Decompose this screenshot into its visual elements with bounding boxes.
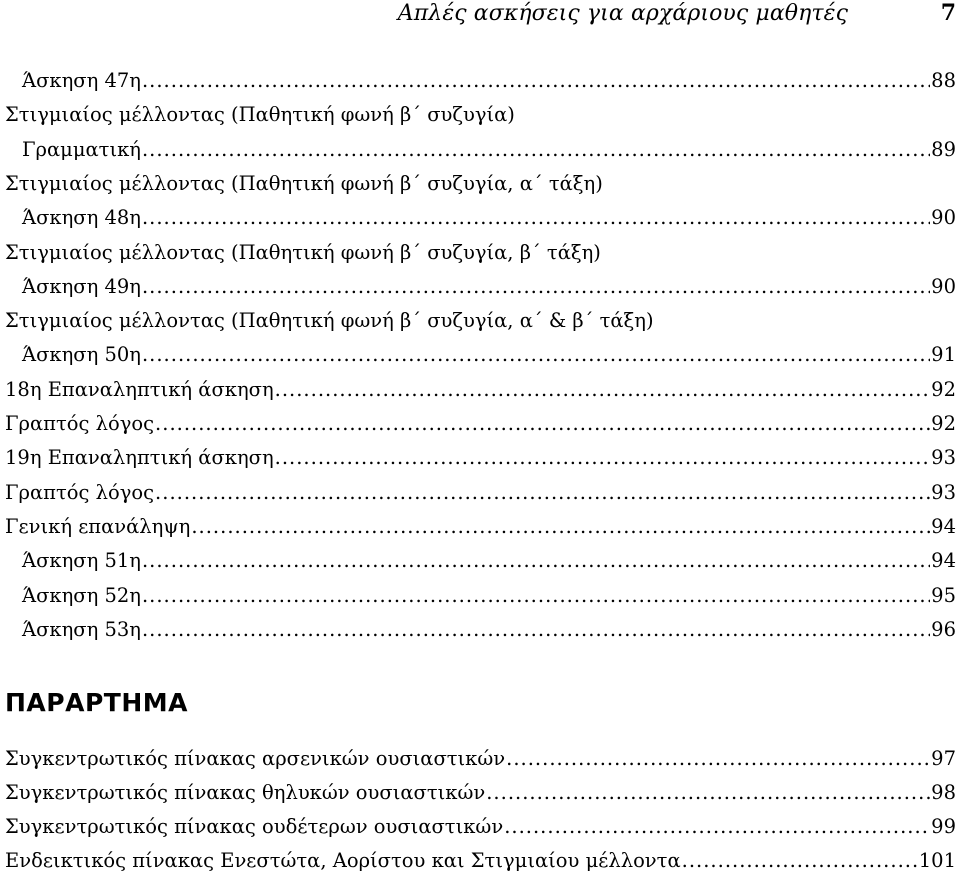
dot-leader: [275, 442, 931, 474]
toc-entry-title: Γραπτός λόγος: [5, 481, 155, 504]
toc-entry: [0, 511, 960, 543]
dot-leader: [142, 339, 930, 371]
toc-entry: [0, 65, 960, 97]
toc-entry: [0, 743, 960, 775]
dot-leader: [142, 580, 930, 612]
dot-leader: [191, 511, 930, 543]
toc-entry: [0, 168, 960, 200]
toc-entry-page: 97: [931, 747, 956, 770]
toc-entry: [0, 845, 960, 877]
toc-entry-page: 99: [931, 815, 956, 838]
toc-entry-page: 93: [931, 481, 956, 504]
toc-entry-page: 96: [931, 618, 956, 641]
toc-entry: [0, 202, 960, 234]
page-number: 7: [940, 0, 956, 26]
page-header: [0, 0, 960, 30]
toc-entry: [0, 99, 960, 131]
toc-entry-title: Άσκηση 47η: [22, 69, 141, 92]
dot-leader: [275, 374, 931, 406]
dot-leader: [486, 777, 930, 809]
appendix-heading: ΠΑΡΑΡΤΗΜΑ: [5, 688, 188, 717]
dot-leader: [142, 545, 930, 577]
toc-entry: [0, 614, 960, 646]
toc-entry-title: Συγκεντρωτικός πίνακας θηλυκών ουσιαστικών: [5, 781, 486, 804]
dot-leader: [142, 65, 930, 97]
dot-leader: [142, 271, 930, 303]
dot-leader: [504, 811, 930, 843]
toc-entry-title: Γραμματική: [22, 138, 141, 161]
toc-entry-title: Στιγμιαίος μέλλοντας (Παθητική φωνή β΄ συζυγία, α΄ τάξη): [5, 172, 603, 195]
toc-entry-title: Γραπτός λόγος: [5, 412, 155, 435]
toc-entry-page: 101: [918, 849, 956, 872]
dot-leader: [506, 743, 930, 775]
toc-entry-title: Άσκηση 53η: [22, 618, 141, 641]
toc-entry-page: 89: [931, 138, 956, 161]
toc-entry-title: Στιγμιαίος μέλλοντας (Παθητική φωνή β΄ συζυγία, β΄ τάξη): [5, 241, 601, 264]
toc-entry-page: 94: [931, 549, 956, 572]
toc-entry: [0, 580, 960, 612]
toc-entry-title: Γενική επανάληψη: [5, 515, 191, 538]
toc-entry-page: 94: [931, 515, 956, 538]
toc-entry-title: Άσκηση 52η: [22, 584, 141, 607]
running-title: Απλές ασκήσεις για αρχάριους μαθητές: [397, 1, 848, 26]
toc-entry-title: Συγκεντρωτικός πίνακας αρσενικών ουσιαστικών: [5, 747, 506, 770]
dot-leader: [682, 845, 918, 877]
toc-entry-page: 90: [931, 275, 956, 298]
toc-entry-title: Ενδεικτικός πίνακας Ενεστώτα, Αορίστου και Στιγμιαίου μέλλοντα: [5, 849, 681, 872]
dot-leader: [155, 408, 930, 440]
toc-entry-page: 92: [931, 412, 956, 435]
toc-entry-title: 18η Επαναληπτική άσκηση: [5, 378, 274, 401]
toc-entry-page: 95: [931, 584, 956, 607]
toc-entry: [0, 442, 960, 474]
toc-entry: [0, 477, 960, 509]
toc-entry-title: Συγκεντρωτικός πίνακας ουδέτερων ουσιαστικών: [5, 815, 504, 838]
toc-entry: [0, 134, 960, 166]
dot-leader: [142, 202, 930, 234]
dot-leader: [142, 134, 930, 166]
toc-entry: [0, 305, 960, 337]
toc-entry-title: Άσκηση 48η: [22, 206, 141, 229]
dot-leader: [142, 614, 930, 646]
toc-entry: [0, 811, 960, 843]
toc-entry-title: Στιγμιαίος μέλλοντας (Παθητική φωνή β΄ συζυγία, α΄ & β΄ τάξη): [5, 309, 654, 332]
toc-entry-page: 92: [931, 378, 956, 401]
toc-entry: [0, 777, 960, 809]
toc-entry-page: 90: [931, 206, 956, 229]
dot-leader: [155, 477, 930, 509]
toc-entry-page: 91: [931, 343, 956, 366]
toc-entry-page: 93: [931, 446, 956, 469]
toc-entry-page: 98: [931, 781, 956, 804]
toc-entry: [0, 408, 960, 440]
toc-entry-title: Άσκηση 50η: [22, 343, 141, 366]
toc-entry: [0, 237, 960, 269]
toc-entry: [0, 339, 960, 371]
toc-entry: [0, 271, 960, 303]
toc-entry-title: Άσκηση 49η: [22, 275, 141, 298]
toc-entry-page: 88: [931, 69, 956, 92]
toc-entry-title: 19η Επαναληπτική άσκηση: [5, 446, 274, 469]
toc-entry: [0, 374, 960, 406]
toc-entry-title: Άσκηση 51η: [22, 549, 141, 572]
toc-entry-title: Στιγμιαίος μέλλοντας (Παθητική φωνή β΄ συζυγία): [5, 103, 515, 126]
toc-entry: [0, 545, 960, 577]
